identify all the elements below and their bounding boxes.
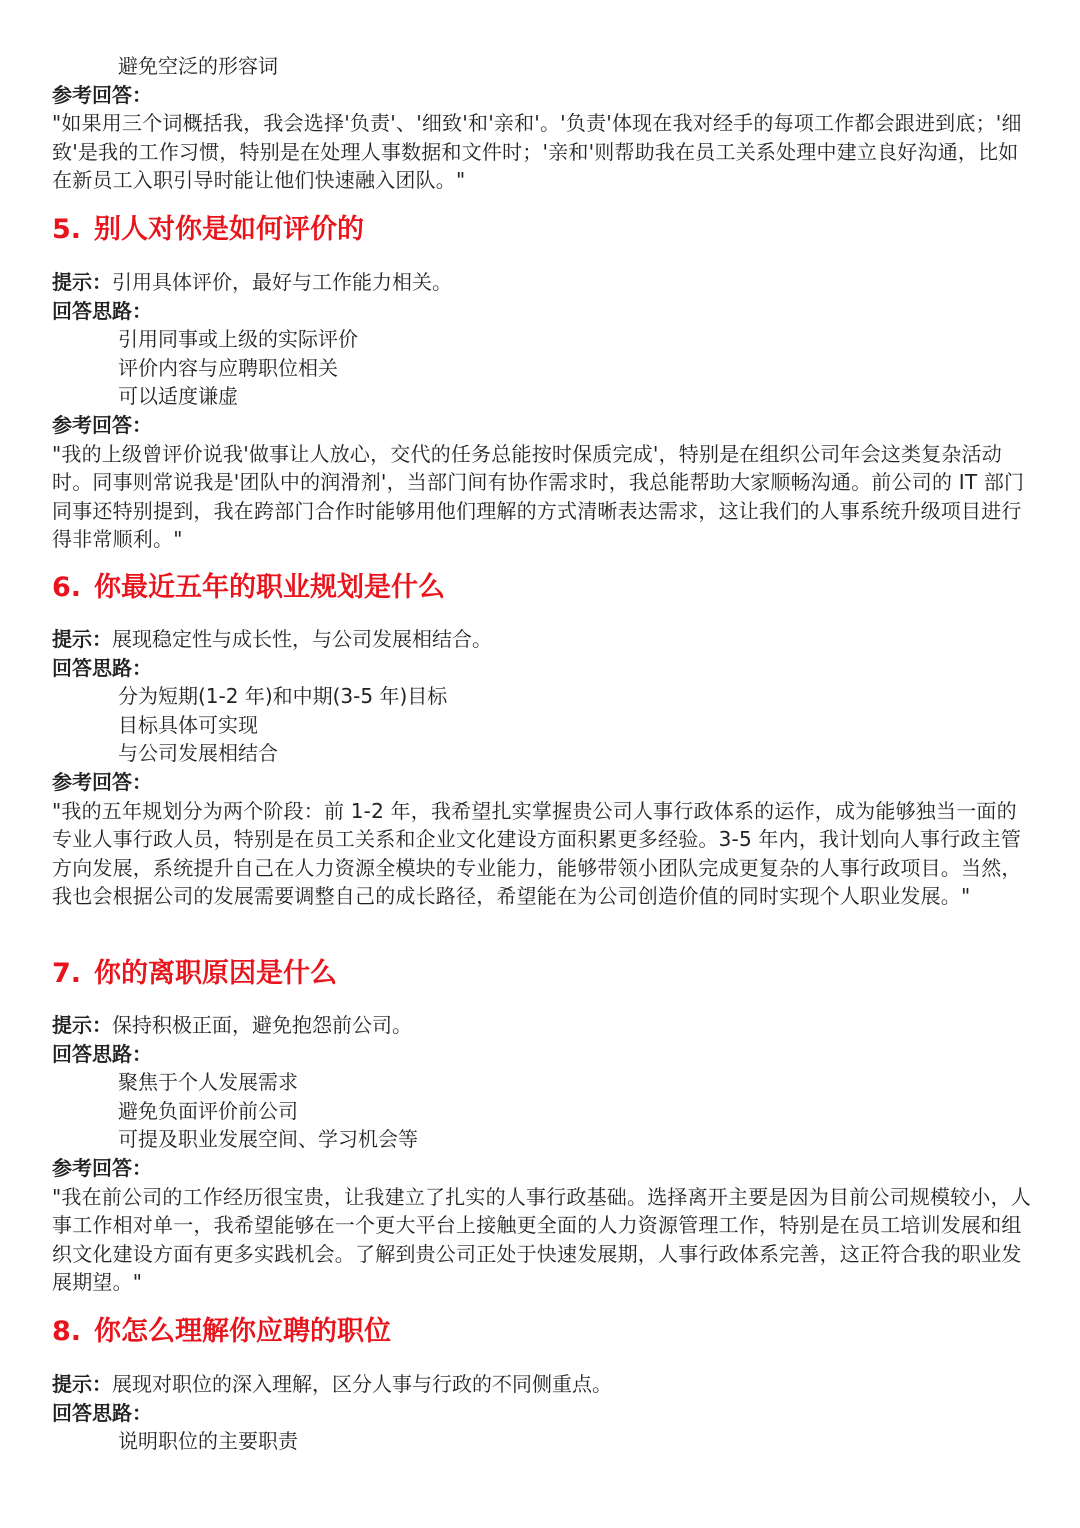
approach-label: 回答思路：	[52, 1041, 152, 1066]
section-body	[52, 1370, 1032, 1456]
tip-label: 提示：	[52, 270, 112, 294]
section-heading	[52, 956, 337, 992]
approach-point: 说明职位的主要职责	[118, 1429, 298, 1454]
approach-point: 可以适度谦虚	[118, 384, 238, 409]
answer-text: "我的五年规划分为两个阶段：前 1-2 年，我希望扎实掌握贵公司人事行政体系的运作，成为能够独当一面的专业人事行政人员，特别是在员工关系和企业文化建设方面积累更多经验。3-5 年内，我计划向人事行政主管方向发展，系统提升自己在人力资源全模块的专业能力，能够带领小团队完成更复杂的人事行政项目。当然，我也会根据公司的发展需要调整自己的成长路径，希望能在为公司创造价值的同时实现个人职业发展。"	[52, 798, 1022, 909]
approach-point: 避免空泛的形容词	[118, 54, 278, 78]
approach-point: 聚焦于个人发展需求	[118, 1070, 298, 1095]
tip-text: 保持积极正面，避免抱怨前公司。	[112, 1013, 412, 1037]
tip-label: 提示：	[52, 1372, 112, 1396]
section-body	[52, 1011, 1032, 1297]
answer-text: "我的上级曾评价说我'做事让人放心，交代的任务总能按时保质完成'，特别是在组织公司年会这类复杂活动时。同事则常说我是'团队中的润滑剂'，当部门间有协作需求时，我总能帮助大家顺畅沟通。前公司的 IT 部门同事还特别提到，我在跨部门合作时能够用他们理解的方式清晰表达需求，这让我们的人事系统升级项目进行得非常顺利。"	[52, 441, 1025, 552]
intro-block	[52, 52, 1032, 195]
answer-label: 参考回答：	[52, 412, 152, 437]
tip-line	[52, 268, 1032, 297]
approach-point: 避免负面评价前公司	[118, 1098, 298, 1123]
section-title: 别人对你是如何评价的	[94, 214, 364, 245]
section-number: 7.	[52, 958, 82, 989]
section-number: 8.	[52, 1316, 82, 1347]
section-title: 你怎么理解你应聘的职位	[94, 1316, 391, 1347]
approach-label: 回答思路：	[52, 298, 152, 323]
section-heading	[52, 212, 364, 248]
tip-text: 展现对职位的深入理解，区分人事与行政的不同侧重点。	[112, 1372, 612, 1396]
tip-line	[52, 1370, 1032, 1399]
tip-label: 提示：	[52, 1013, 112, 1037]
tip-text: 展现稳定性与成长性，与公司发展相结合。	[112, 627, 492, 651]
section-title: 你最近五年的职业规划是什么	[94, 572, 445, 603]
section-heading	[52, 1314, 391, 1350]
approach-point: 引用同事或上级的实际评价	[118, 327, 358, 352]
answer-label: 参考回答：	[52, 1155, 152, 1180]
approach-label: 回答思路：	[52, 1400, 152, 1425]
section-heading	[52, 570, 445, 606]
section-body	[52, 625, 1032, 911]
section-number: 6.	[52, 572, 82, 603]
approach-label: 回答思路：	[52, 655, 152, 680]
approach-point: 与公司发展相结合	[118, 741, 278, 766]
tip-text: 引用具体评价，最好与工作能力相关。	[112, 270, 452, 294]
approach-point: 分为短期(1-2 年)和中期(3-5 年)目标	[118, 684, 448, 709]
tip-label: 提示：	[52, 627, 112, 651]
approach-point: 可提及职业发展空间、学习机会等	[118, 1127, 418, 1152]
answer-text: "我在前公司的工作经历很宝贵，让我建立了扎实的人事行政基础。选择离开主要是因为目前公司规模较小，人事工作相对单一，我希望能够在一个更大平台上接触更全面的人力资源管理工作，特别是在员工培训发展和组织文化建设方面有更多实践机会。了解到贵公司正处于快速发展期，人事行政体系完善，这正符合我的职业发展期望。"	[52, 1184, 1031, 1295]
tip-line	[52, 625, 1032, 654]
answer-label: 参考回答：	[52, 769, 152, 794]
answer-label: 参考回答：	[52, 82, 152, 107]
approach-point: 目标具体可实现	[118, 712, 258, 737]
approach-point: 评价内容与应聘职位相关	[118, 355, 338, 380]
section-number: 5.	[52, 214, 82, 245]
section-body	[52, 268, 1032, 554]
answer-text: "如果用三个词概括我，我会选择'负责'、'细致'和'亲和'。'负责'体现在我对经手的每项工作都会跟进到底；'细致'是我的工作习惯，特别是在处理人事数据和文件时；'亲和'则帮助我在员工关系处理中建立良好沟通，比如在新员工入职引导时能让他们快速融入团队。"	[52, 111, 1022, 193]
tip-line	[52, 1011, 1032, 1040]
section-title: 你的离职原因是什么	[94, 958, 337, 989]
